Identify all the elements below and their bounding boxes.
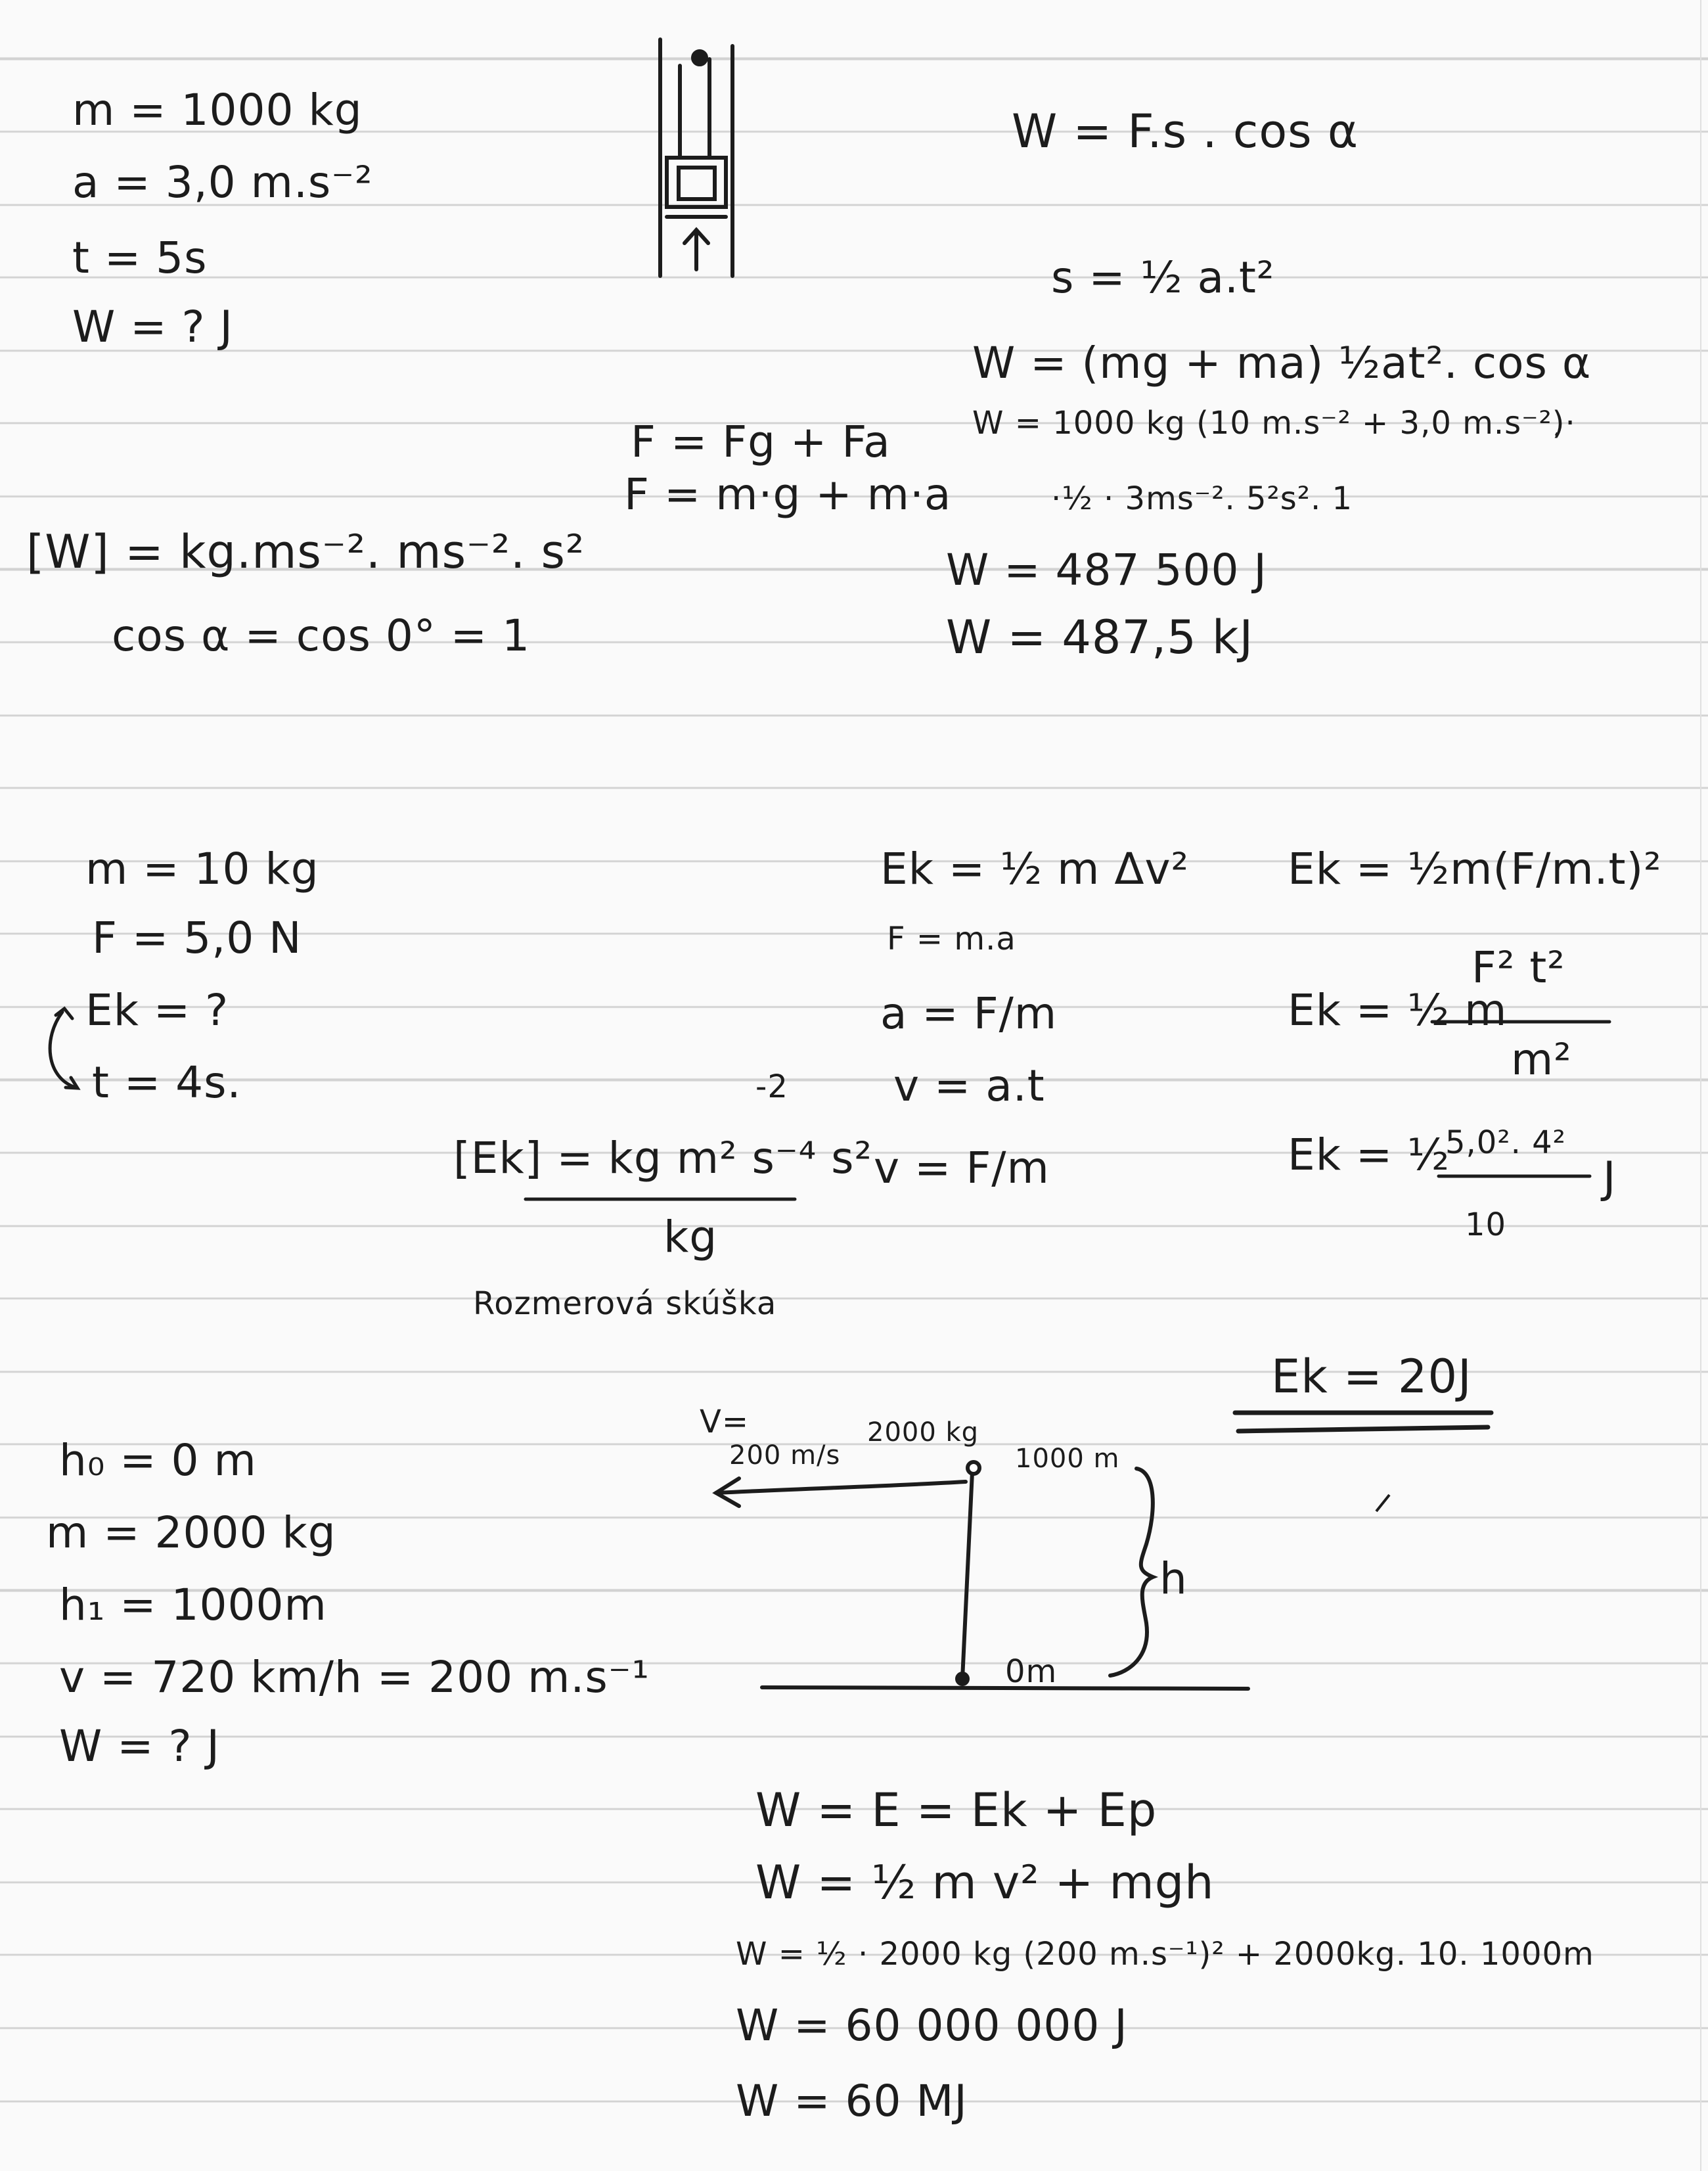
p1-step-3: ·½ · 3ms⁻². 5²s². 1 — [1051, 480, 1353, 517]
p1-given-time: t = 5s — [72, 233, 208, 283]
p2-formula-accel: a = F/m — [880, 988, 1058, 1039]
p2-right-num-values: 5,0². 4² — [1445, 1124, 1566, 1161]
p3-step-2: W = ½ m v² + mgh — [755, 1856, 1215, 1909]
p2-right-formula-2: Ek = ½ m — [1288, 985, 1508, 1036]
p2-result-underline — [1235, 1413, 1491, 1431]
page-margin-line — [1700, 0, 1701, 2171]
elevator-sketch — [660, 39, 732, 276]
p3-step-1: W = E = Ek + Ep — [755, 1783, 1157, 1837]
p1-work-formula: W = F.s . cos α — [1012, 104, 1359, 158]
p3-diagram-top-height: 1000 m — [1015, 1444, 1120, 1474]
p3-diagram-h-label: h — [1159, 1553, 1188, 1604]
p3-given-h1: h₁ = 1000m — [59, 1580, 327, 1630]
p3-given-mass: m = 2000 kg — [46, 1507, 336, 1558]
p3-given-h0: h₀ = 0 m — [59, 1435, 257, 1486]
p2-units-exponent: -2 — [755, 1068, 788, 1105]
p1-given-acceleration: a = 3,0 m.s⁻² — [72, 157, 373, 208]
p2-formula-energy: Ek = ½ m Δv² — [880, 844, 1190, 894]
p1-units-check: [W] = kg.ms⁻². ms⁻². s² — [26, 525, 585, 579]
p1-step-result-j: W = 487 500 J — [946, 545, 1267, 595]
p2-right-numerator: F² t² — [1472, 942, 1565, 993]
p2-dimension-check-label: Rozmerová skúška — [473, 1285, 777, 1322]
p3-step-4: W = 60 000 000 J — [736, 2000, 1128, 2051]
p2-right-formula-1: Ek = ½m(F/m.t)² — [1288, 844, 1662, 894]
p2-right-denominator: m² — [1511, 1034, 1572, 1085]
p1-distance-formula: s = ½ a.t² — [1051, 252, 1275, 303]
p1-step-1: W = (mg + ma) ½at². cos α — [972, 338, 1592, 388]
p2-units-denominator: kg — [663, 1212, 718, 1262]
p1-force-expanded: F = m·g + m·a — [624, 469, 952, 520]
p3-given-velocity: v = 720 km/h = 200 m.s⁻¹ — [59, 1652, 650, 1703]
p1-given-mass: m = 1000 kg — [72, 85, 363, 135]
p3-diagram-v-label: V= — [700, 1404, 750, 1440]
p2-given-force: F = 5,0 N — [92, 913, 302, 963]
p2-right-unit: J — [1603, 1153, 1617, 1203]
p3-step-5: W = 60 MJ — [736, 2076, 968, 2126]
p2-right-formula-3: Ek = ½ — [1288, 1130, 1450, 1180]
p2-given-mass: m = 10 kg — [85, 844, 319, 894]
p2-result: Ek = 20J — [1271, 1350, 1472, 1404]
p2-given-energy: Ek = ? — [85, 985, 229, 1036]
p2-formula-velocity-f: v = F/m — [874, 1143, 1050, 1193]
p1-given-work: W = ? J — [72, 302, 233, 352]
p2-formula-velocity: v = a.t — [893, 1061, 1045, 1111]
p1-cos-line: cos α = cos 0° = 1 — [112, 610, 531, 661]
stray-pen-mark — [1376, 1495, 1389, 1511]
p1-force-sum: F = Fg + Fa — [631, 417, 891, 467]
p3-diagram-mass: 2000 kg — [867, 1417, 979, 1448]
p2-given-time: t = 4s. — [92, 1057, 242, 1108]
p1-step-result-kj: W = 487,5 kJ — [946, 610, 1254, 664]
p1-step-2: W = 1000 kg (10 m.s⁻² + 3,0 m.s⁻²)· — [972, 405, 1576, 442]
p3-given-work: W = ? J — [59, 1721, 220, 1771]
p2-right-den-value: 10 — [1465, 1206, 1507, 1243]
p3-diagram-speed: 200 m/s — [729, 1440, 841, 1471]
p2-formula-force: F = m.a — [887, 921, 1016, 957]
p3-diagram-ground-label: 0m — [1005, 1653, 1058, 1690]
p2-curved-arrow — [50, 1009, 78, 1088]
p3-step-3: W = ½ · 2000 kg (200 m.s⁻¹)² + 2000kg. 10. 1000m — [736, 1936, 1594, 1973]
p2-units-check: [Ek] = kg m² s⁻⁴ s² — [453, 1133, 873, 1183]
